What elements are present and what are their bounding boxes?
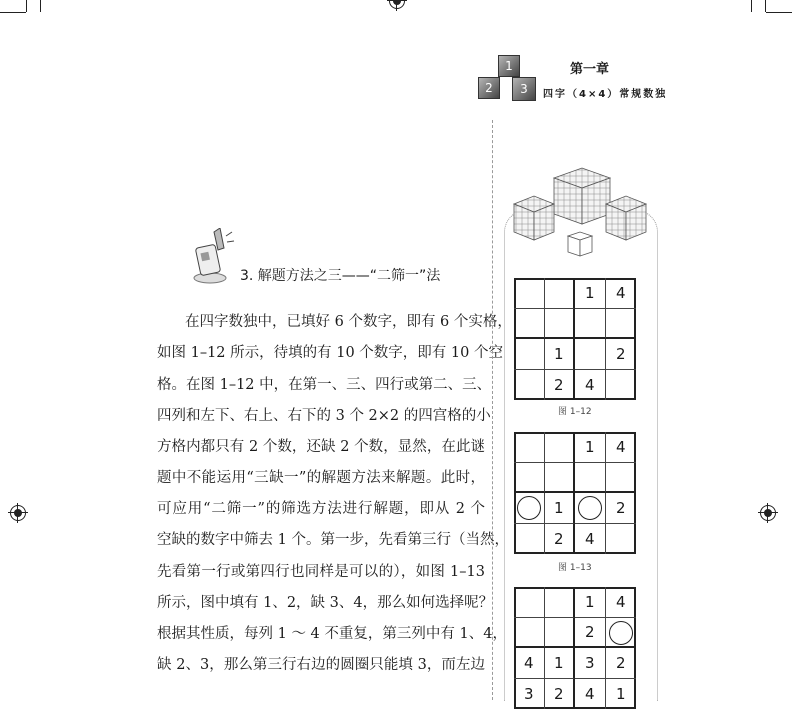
sudoku-cell: 2	[575, 618, 606, 649]
column-divider	[492, 120, 493, 700]
body-text-line: 方格内都只有 2 个数，还缺 2 个数，显然，在此谜	[157, 435, 485, 456]
figure-caption: 图 1–12	[558, 404, 592, 417]
sudoku-cell	[514, 309, 545, 340]
crop-mark	[26, 0, 27, 12]
sudoku-cell: 1	[575, 278, 606, 309]
sudoku-cell	[545, 618, 576, 649]
sudoku-cell	[606, 309, 637, 340]
sudoku-cell: 2	[606, 339, 637, 370]
sudoku-cell	[545, 587, 576, 618]
sudoku-cell	[545, 432, 576, 463]
registration-mark-icon	[389, 0, 405, 9]
sudoku-cell	[575, 309, 606, 340]
section-heading: 3. 解题方法之三——“二筛一”法	[240, 265, 440, 285]
sudoku-cell	[606, 524, 637, 555]
sudoku-cell	[514, 339, 545, 370]
sudoku-cell: 3	[575, 648, 606, 679]
logo-block: 2	[478, 77, 500, 99]
sudoku-cell: 4	[514, 648, 545, 679]
sudoku-cell	[514, 524, 545, 555]
sudoku-cell: 4	[606, 587, 637, 618]
sudoku-cell	[575, 463, 606, 494]
figure-caption: 图 1–13	[558, 560, 592, 573]
sudoku-cell: 2	[606, 648, 637, 679]
sudoku-cell: 2	[545, 524, 576, 555]
logo-block: 3	[512, 77, 536, 101]
sudoku-cell	[575, 339, 606, 370]
body-text-line: 格。在图 1–12 中，在第一、三、四行或第二、三、	[157, 373, 485, 394]
body-text-line: 先看第一行或第四行也同样是可以的），如图 1–13	[157, 560, 485, 581]
sudoku-cell: 4	[575, 370, 606, 401]
sudoku-cell: 4	[575, 679, 606, 709]
body-text-line: 题中不能运用“三缺一”的解题方法来解题。此时，	[157, 466, 485, 487]
sudoku-cell: 1	[606, 679, 637, 709]
sudoku-cell: 2	[606, 493, 637, 524]
sudoku-cell	[606, 370, 637, 401]
sudoku-cell	[606, 463, 637, 494]
body-text-line: 如图 1–12 所示，待填的有 10 个数字，即有 10 个空	[157, 341, 485, 362]
crop-mark	[766, 12, 792, 13]
sudoku-cell: 1	[545, 339, 576, 370]
body-text-line: 缺 2、3，那么第三行右边的圆圈只能填 3，而左边	[157, 653, 485, 674]
answer-circle	[609, 621, 633, 645]
crop-mark	[40, 0, 41, 12]
sudoku-cell	[514, 618, 545, 649]
sudoku-cell: 4	[606, 278, 637, 309]
sudoku-cell: 4	[606, 432, 637, 463]
crop-mark	[751, 0, 752, 12]
crop-mark	[765, 0, 766, 12]
sudoku-cell	[514, 463, 545, 494]
registration-mark-icon	[10, 505, 26, 521]
sudoku-cell	[514, 432, 545, 463]
body-text-line: 四列和左下、右上、右下的 3 个 2×2 的四宫格的小	[157, 404, 485, 425]
sudoku-cell: 4	[575, 524, 606, 555]
sudoku-grid	[514, 587, 636, 709]
sudoku-cell	[545, 463, 576, 494]
sudoku-cell	[514, 278, 545, 309]
sudoku-cell: 2	[545, 370, 576, 401]
sudoku-grid	[514, 432, 636, 554]
chapter-title: 第一章	[570, 58, 609, 77]
sudoku-cell	[514, 587, 545, 618]
sudoku-cell	[545, 309, 576, 340]
logo-block: 1	[498, 55, 520, 77]
sudoku-cubes-illustration	[510, 164, 650, 264]
sudoku-cell	[545, 278, 576, 309]
sudoku-cell: 3	[514, 679, 545, 709]
sudoku-cell: 1	[575, 587, 606, 618]
sudoku-cell: 1	[545, 648, 576, 679]
body-text-line: 所示，图中填有 1、2，缺 3、4，那么如何选择呢？	[157, 591, 485, 612]
pencil-icon	[190, 228, 236, 286]
body-text-line: 根据其性质，每列 1 ～ 4 不重复，第三列中有 1、4，	[157, 622, 485, 643]
sudoku-cell: 1	[545, 493, 576, 524]
chapter-subtitle: 四字（4×4）常规数独	[543, 85, 667, 100]
crop-mark	[0, 12, 26, 13]
sudoku-cell	[514, 370, 545, 401]
sudoku-cell: 2	[545, 679, 576, 709]
body-text-line: 空缺的数字中筛去 1 个。第一步，先看第三行（当然，	[157, 528, 485, 549]
sudoku-cell: 1	[575, 432, 606, 463]
body-text-line: 可应用“二筛一”的筛选方法进行解题，即从 2 个	[157, 497, 485, 518]
registration-mark-icon	[760, 505, 776, 521]
sudoku-grid	[514, 278, 636, 400]
body-text-line: 在四字数独中，已填好 6 个数字，即有 6 个实格，	[185, 310, 485, 331]
